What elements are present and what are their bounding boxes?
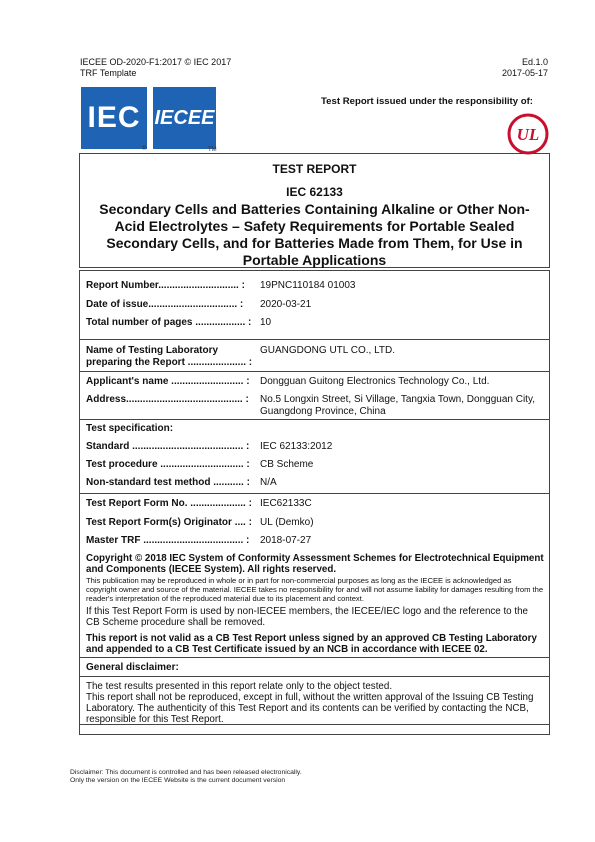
applicant-value: Dongguan Guitong Electronics Technology Co., Ltd. bbox=[260, 376, 490, 387]
divider bbox=[80, 724, 549, 725]
master-value: 2018-07-27 bbox=[260, 535, 312, 546]
edition: Ed.1.0 bbox=[521, 57, 548, 67]
nonstd-label: Non-standard test method ........... : bbox=[86, 477, 250, 488]
edition-date: 2017-05-17 bbox=[501, 68, 548, 78]
copyright-heading: Copyright © 2018 IEC System of Conformity Assessment Schemes for Electrotechnical Equipment and Components (IECEE System). All rights reserved. bbox=[86, 553, 544, 575]
copyright-notice: This publication may be reproduced in whole or in part for non-commercial purposes as long as the IECEE is acknowledged as copyright owner and source of the material. IECEE takes no responsibility for and will not assume liability for damages resulting from the reader's interpretation of the reproduced material due to its placement and context. bbox=[86, 576, 544, 603]
originator-label: Test Report Form(s) Originator .... : bbox=[86, 517, 252, 528]
trademark-mark: TM bbox=[208, 147, 217, 153]
ul-logo bbox=[507, 113, 549, 155]
form-no-label: Test Report Form No. .................... : bbox=[86, 498, 252, 509]
originator-value: UL (Demko) bbox=[260, 517, 314, 528]
report-number-value: 19PNC110184 01003 bbox=[260, 280, 356, 291]
divider bbox=[80, 657, 549, 658]
template-id: IECEE OD-2020-F1:2017 © IEC 2017 bbox=[80, 57, 232, 67]
nonmember-notice: If this Test Report Form is used by non-IECEE members, the IECEE/IEC logo and the reference to the CB Scheme procedure shall be removed. bbox=[86, 606, 528, 628]
master-label: Master TRF .................................... : bbox=[86, 535, 250, 546]
divider bbox=[80, 493, 549, 494]
report-number-label: Report Number............................. : bbox=[86, 280, 245, 291]
disclaimer-heading: General disclaimer: bbox=[86, 662, 179, 673]
pages-value: 10 bbox=[260, 317, 272, 328]
standard-title: IEC 62133 bbox=[286, 185, 343, 199]
title-box bbox=[79, 153, 550, 268]
lab-label: Name of Testing Laboratory preparing the Report ..................... : bbox=[86, 345, 253, 368]
iecee-logo: IECEE bbox=[153, 87, 216, 149]
validity-notice: This report is not valid as a CB Test Report unless signed by an approved CB Testing Laboratory and appended to a CB Test Certificate issued by an NCB in accordance with IECEE 02. bbox=[86, 633, 537, 655]
responsibility-text: Test Report issued under the responsibility of: bbox=[321, 96, 533, 107]
report-title: TEST REPORT bbox=[272, 162, 357, 176]
date-label: Date of issue................................ : bbox=[86, 299, 244, 310]
standard-value: IEC 62133:2012 bbox=[260, 441, 333, 452]
divider bbox=[80, 676, 549, 677]
lab-value: GUANGDONG UTL CO., LTD. bbox=[260, 345, 396, 356]
address-value: No.5 Longxin Street, Si Village, Tangxia Town, Dongguan City, Guangdong Province, China bbox=[260, 394, 535, 417]
disclaimer-line1: The test results presented in this report relate only to the object tested. bbox=[86, 681, 393, 692]
disclaimer-line2: This report shall not be reproduced, except in full, without the written approval of the Issuing CB Testing Laboratory. The authenticity of this Test Report and its contents can be verified by contacting the NCB, responsible for this Test Report. bbox=[86, 692, 534, 725]
template-type: TRF Template bbox=[80, 68, 137, 78]
address-label: Address.......................................... : bbox=[86, 394, 249, 405]
header-left bbox=[80, 57, 231, 79]
standard-label: Standard ........................................ : bbox=[86, 441, 250, 452]
test-spec-label: Test specification: bbox=[86, 423, 174, 434]
registered-mark: ® bbox=[142, 146, 147, 152]
date-value: 2020-03-21 bbox=[260, 299, 312, 310]
pages-label: Total number of pages .................. : bbox=[86, 317, 252, 328]
form-no-value: IEC62133C bbox=[260, 498, 312, 509]
iec-logo: IEC bbox=[81, 87, 147, 149]
ul-logo-text: UL bbox=[516, 125, 540, 144]
nonstd-value: N/A bbox=[260, 477, 277, 488]
header-right bbox=[502, 57, 548, 79]
standard-subtitle: Secondary Cells and Batteries Containing Alkaline or Other Non-Acid Electrolytes – Safety Requirements for Portable Sealed Secondary Cells, and for Batteries Made from Them, for Use in Portable Applications bbox=[99, 201, 530, 268]
report-details-box bbox=[79, 270, 550, 735]
footer-line1: Disclaimer: This document is controlled and has been released electronically. bbox=[70, 769, 302, 776]
divider bbox=[80, 419, 549, 420]
footer bbox=[70, 769, 302, 785]
procedure-value: CB Scheme bbox=[260, 459, 314, 470]
divider bbox=[80, 371, 549, 372]
applicant-label: Applicant's name .......................... : bbox=[86, 376, 250, 387]
divider bbox=[80, 339, 549, 340]
procedure-label: Test procedure .............................. : bbox=[86, 459, 250, 470]
footer-line2: Only the version on the IECEE Website is the current document version bbox=[70, 777, 286, 784]
